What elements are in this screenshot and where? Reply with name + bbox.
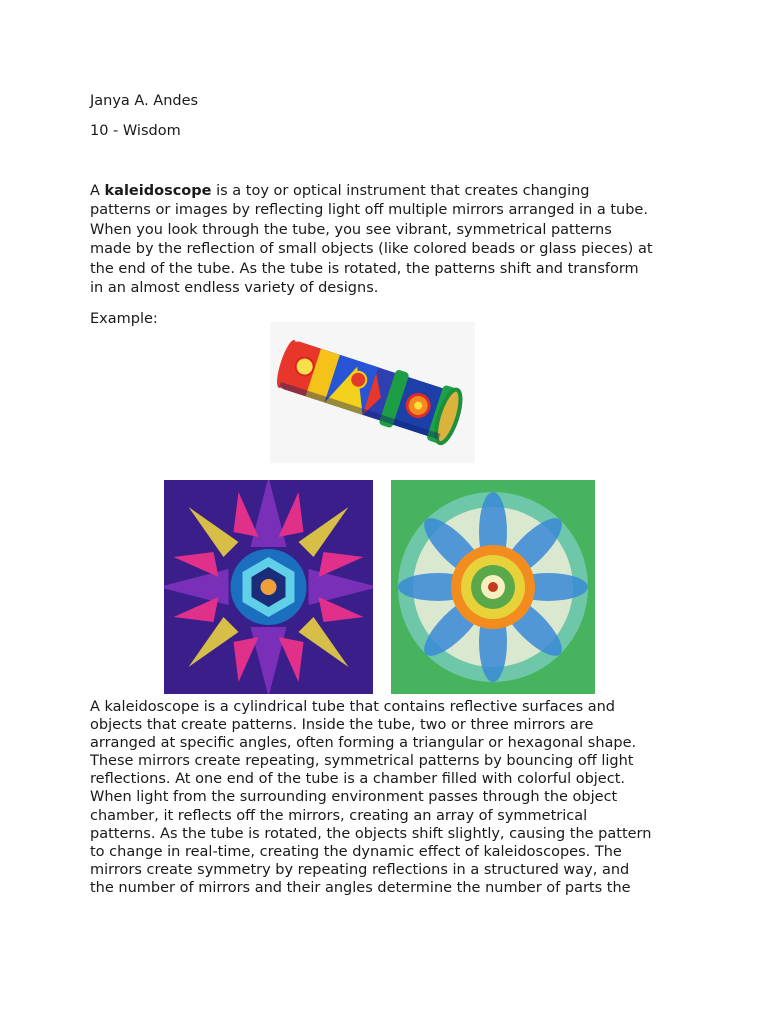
body-paragraph xyxy=(90,698,690,897)
intro-term: kaleidoscope xyxy=(104,183,212,199)
intro-line: in an almost endless variety of designs. xyxy=(90,280,379,297)
intro-line: made by the reflection of small objects (like colored beads or glass pieces) at xyxy=(90,241,653,258)
body-line: mirrors create symmetry by repeating reflections in a structured way, and xyxy=(90,861,630,878)
body-line: objects that create patterns. Inside the tube, two or three mirrors are xyxy=(90,717,594,734)
example-label: Example: xyxy=(90,311,158,327)
section-label: 10 - Wisdom xyxy=(90,123,181,139)
body-line: reflections. At one end of the tube is a chamber filled with colorful object. xyxy=(90,771,625,788)
body-line: When light from the surrounding environment passes through the object xyxy=(90,789,618,806)
author-name: Janya A. Andes xyxy=(90,93,199,109)
intro-line: the end of the tube. As the tube is rotated, the patterns shift and transform xyxy=(90,260,639,277)
kaleidoscope-pattern-green xyxy=(391,480,595,694)
body-line: patterns. As the tube is rotated, the objects shift slightly, causing the pattern xyxy=(90,825,652,842)
body-line: chamber, it reflects off the mirrors, creating an array of symmetrical xyxy=(90,807,588,824)
body-line: the number of mirrors and their angles determine the number of parts the xyxy=(90,879,631,896)
intro-line1-rest: is a toy or optical instrument that creates changing xyxy=(211,183,590,199)
intro-prefix: A xyxy=(90,183,105,199)
body-line: These mirrors create repeating, symmetrical patterns by bouncing off light xyxy=(90,753,634,770)
intro-line: patterns or images by reflecting light off multiple mirrors arranged in a tube. xyxy=(90,202,648,219)
body-line: A kaleidoscope is a cylindrical tube that contains reflective surfaces and xyxy=(90,699,616,715)
intro-paragraph xyxy=(90,182,690,298)
body-line: arranged at specific angles, often forming a triangular or hexagonal shape. xyxy=(90,735,637,752)
kaleidoscope-tube-photo xyxy=(270,322,475,463)
body-line: to change in real-time, creating the dynamic effect of kaleidoscopes. The xyxy=(90,843,622,860)
intro-line: When you look through the tube, you see vibrant, symmetrical patterns xyxy=(90,221,612,238)
kaleidoscope-pattern-purple xyxy=(164,480,373,694)
intro-line-1 xyxy=(90,182,690,201)
